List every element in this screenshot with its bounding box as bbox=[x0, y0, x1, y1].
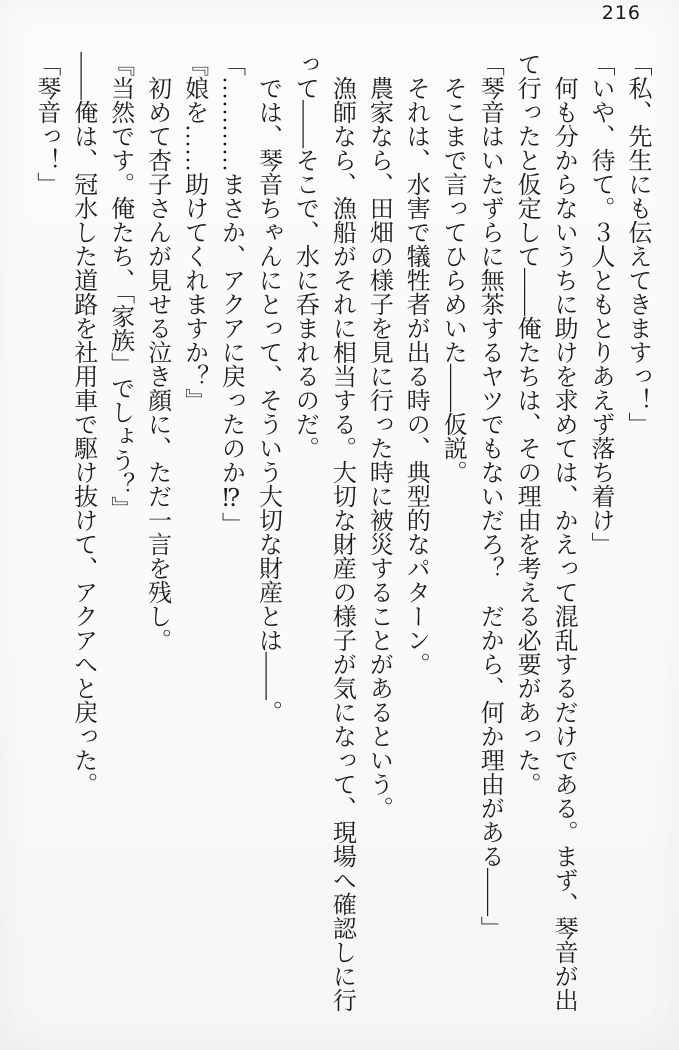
paragraph: それは、水害で犠牲者が出る時の、典型的なパターン。 bbox=[402, 76, 429, 676]
paragraph: 「私、先生にも伝えてきますっ！」 bbox=[624, 52, 650, 436]
paragraph: 『娘を……助けてくれますか？』 bbox=[180, 52, 207, 412]
paragraph: 農家なら、田畑の様子を見に行った時に被災することがあるという。 bbox=[365, 76, 392, 820]
paragraph: 初めて杏子さんが見せる泣き顔に、ただ一言を残し。 bbox=[143, 76, 170, 652]
page-number: 216 bbox=[601, 2, 641, 24]
paragraph: ――俺は、冠水した道路を社用車で駆け抜けて、アクアへと戻った。 bbox=[69, 52, 96, 796]
paragraph: そこまで言ってひらめいた――仮説。 bbox=[439, 76, 466, 484]
paragraph: 「…………まさか、アクアに戻ったのか⁉」 bbox=[217, 52, 244, 536]
page-text bbox=[27, 52, 655, 1012]
paragraph: では、琴音ちゃんにとって、そういう大切な財産とは――。 bbox=[254, 76, 281, 724]
paragraph: 何も分からないうちに助けを求めては、かえって混乱するだけである。まず、琴音が出て行ったと仮定して――俺たちは、その理由を考える必要があった。 bbox=[513, 52, 577, 1012]
paragraph: 「いや、待て。３人ともとりあえず落ち着け」 bbox=[587, 52, 614, 556]
paragraph: 「琴音っ！」 bbox=[32, 52, 59, 196]
paragraph: 「琴音はいたずらに無茶するヤツでもないだろ？ だから、何か理由がある――」 bbox=[476, 52, 503, 940]
paragraph: 『当然です。俺たち、「家族」でしょう？』 bbox=[106, 52, 133, 520]
paragraph: 漁師なら、漁船がそれに相当する。大切な財産の様子が気になって、現場へ確認しに行って――そこで、水に呑まれるのだ。 bbox=[291, 52, 355, 1012]
